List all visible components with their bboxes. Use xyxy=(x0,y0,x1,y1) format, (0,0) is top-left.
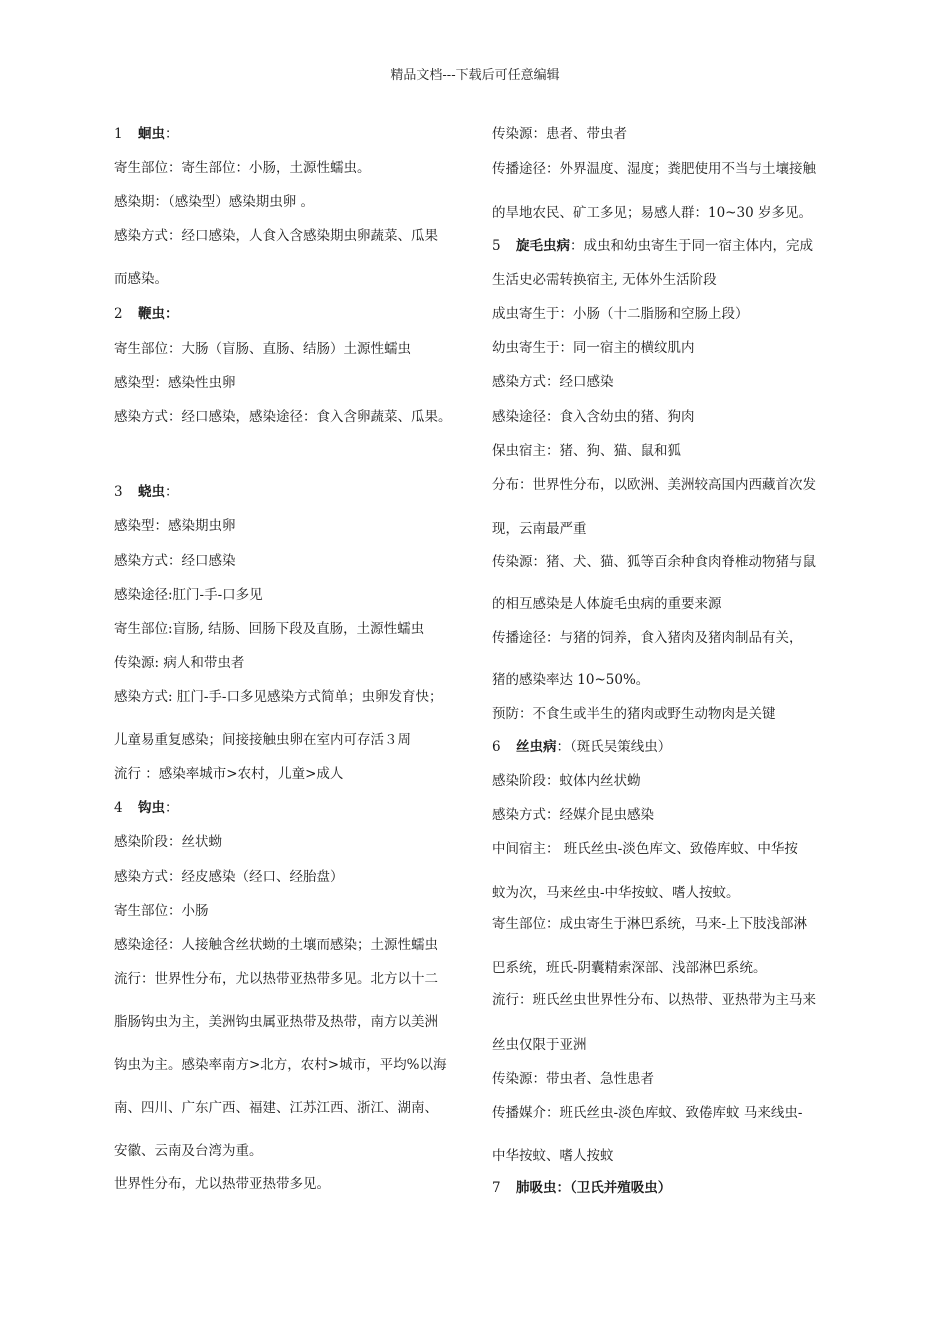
text-line: 感染方式：经口感染 xyxy=(492,374,614,390)
section-title: 肺吸虫：（卫氏并殖吸虫） xyxy=(516,1180,672,1196)
section-title: 蛲虫 xyxy=(138,484,165,500)
text-line: 世界性分布，尤以热带亚热带多见。 xyxy=(114,1176,330,1192)
text-line: 感染方式：经口感染，感染途径：食入含卵蔬菜、瓜果。 xyxy=(114,409,452,425)
text-line: 中华按蚊、嗜人按蚊 xyxy=(492,1148,614,1164)
text-line: 传染源：猪、犬、猫、狐等百余种食肉脊椎动物猪与鼠 xyxy=(492,554,816,570)
text-line: 儿童易重复感染；间接接触虫卵在室内可存活３周 xyxy=(114,732,411,748)
text-line: 传染源：带虫者、急性患者 xyxy=(492,1071,654,1087)
text-line: 流行：班氏丝虫世界性分布、以热带、亚热带为主马来 xyxy=(492,992,816,1008)
section-number: 5 xyxy=(492,238,501,254)
text-line: 脂肠钩虫为主，美洲钩虫属亚热带及热带，南方以美洲 xyxy=(114,1014,438,1030)
text-line: 寄生部位：成虫寄生于淋巴系统，马来-上下肢浅部淋 xyxy=(492,916,808,932)
section-title: 蛔虫 xyxy=(138,126,165,142)
text-line: 中间宿主： 班氏丝虫-淡色库文、致倦库蚊、中华按 xyxy=(492,841,798,857)
text-line: 感染期：（感染型）感染期虫卵 。 xyxy=(114,194,315,210)
text-line: 流行：世界性分布，尤以热带亚热带多见。北方以十二 xyxy=(114,971,438,987)
text-line: 传播途径：外界温度、湿度；粪肥使用不当与土壤接触 xyxy=(492,161,816,177)
section-heading xyxy=(114,304,179,324)
section-title-rest: ： xyxy=(165,126,179,142)
text-line: 蚊为次，马来丝虫-中华按蚊、嗜人按蚊。 xyxy=(492,885,740,901)
text-line: 而感染。 xyxy=(114,271,168,287)
text-line: 传染源: 病人和带虫者 xyxy=(114,655,245,671)
section-number: 2 xyxy=(114,306,123,322)
text-line: 分布：世界性分布，以欧洲、美洲较高国内西藏首次发 xyxy=(492,477,816,493)
section-title: 丝虫病 xyxy=(516,739,557,755)
section-number: 7 xyxy=(492,1180,501,1196)
section-number: 1 xyxy=(114,126,123,142)
text-line: 传染源：患者、带虫者 xyxy=(492,126,627,142)
text-line: 的旱地农民、矿工多见；易感人群：10~30 岁多见。 xyxy=(492,205,812,221)
text-line: 感染方式: 肛门-手-口多见感染方式简单；虫卵发育快； xyxy=(114,689,443,705)
section-heading xyxy=(114,124,179,144)
text-line: 的相互感染是人体旋毛虫病的重要来源 xyxy=(492,596,722,612)
section-title-rest: ： xyxy=(165,800,179,816)
section-title: 鞭虫： xyxy=(138,306,179,322)
text-line: 巴系统，班氏-阴囊精索深部、浅部淋巴系统。 xyxy=(492,960,767,976)
section-heading xyxy=(114,482,179,502)
section-title: 旋毛虫病 xyxy=(516,238,570,254)
text-line: 感染方式：经皮感染（经口、经胎盘） xyxy=(114,869,344,885)
text-line: 感染型：感染期虫卵 xyxy=(114,518,236,534)
text-line: 寄生部位：大肠（盲肠、直肠、结肠）土源性蠕虫 xyxy=(114,341,411,357)
section-heading xyxy=(492,1178,671,1198)
section-title-rest: ：成虫和幼虫寄生于同一宿主体内，完成 xyxy=(570,238,813,254)
text-line: 丝虫仅限于亚洲 xyxy=(492,1037,587,1053)
text-line: 南、四川、广东广西、福建、江苏江西、浙江、湖南、 xyxy=(114,1100,438,1116)
text-line: 感染阶段：丝状蚴 xyxy=(114,834,222,850)
text-line: 寄生部位：小肠 xyxy=(114,903,209,919)
section-title: 钩虫 xyxy=(138,800,165,816)
text-line: 钩虫为主。感染率南方>北方，农村>城市，平均%以海 xyxy=(114,1057,447,1073)
section-heading xyxy=(492,236,813,256)
text-line: 感染途径：食入含幼虫的猪、狗肉 xyxy=(492,409,695,425)
text-line: 传播途径：与猪的饲养，食入猪肉及猪肉制品有关， xyxy=(492,630,803,646)
text-line: 感染途径：人接触含丝状蚴的土壤而感染；土源性蠕虫 xyxy=(114,937,438,953)
text-line: 猪的感染率达 10~50%。 xyxy=(492,672,650,688)
text-line: 寄生部位:盲肠, 结肠、回肠下段及直肠，土源性蠕虫 xyxy=(114,621,425,637)
text-line: 流行 ：感染率城市>农村，儿童>成人 xyxy=(114,766,344,782)
text-line: 保虫宿主：猪、狗、猫、鼠和狐 xyxy=(492,443,681,459)
text-line: 感染阶段：蚊体内丝状蚴 xyxy=(492,773,641,789)
text-line: 感染方式：经口感染，人食入含感染期虫卵蔬菜、瓜果 xyxy=(114,228,438,244)
text-line: 感染方式：经口感染 xyxy=(114,553,236,569)
page-header: 精品文档---下载后可任意编辑 xyxy=(390,68,560,83)
section-title-rest: ： xyxy=(165,484,179,500)
text-line: 感染方式：经媒介昆虫感染 xyxy=(492,807,654,823)
section-number: 3 xyxy=(114,484,123,500)
text-line: 寄生部位：寄生部位：小肠，土源性蠕虫。 xyxy=(114,160,371,176)
text-line: 幼虫寄生于：同一宿主的横纹肌内 xyxy=(492,340,695,356)
section-heading xyxy=(114,798,179,818)
text-line: 感染型：感染性虫卵 xyxy=(114,375,236,391)
section-title-rest: ：（斑氏吴策线虫） xyxy=(556,739,672,755)
text-line: 现，云南最严重 xyxy=(492,521,587,537)
section-number: 4 xyxy=(114,800,123,816)
text-line: 预防：不食生或半生的猪肉或野生动物肉是关键 xyxy=(492,706,776,722)
section-heading xyxy=(492,737,671,757)
text-line: 传播媒介：班氏丝虫-淡色库蚊、致倦库蚊 马来线虫- xyxy=(492,1105,803,1121)
text-line: 感染途径:肛门-手-口多见 xyxy=(114,587,263,603)
text-line: 生活史必需转换宿主, 无体外生活阶段 xyxy=(492,272,717,288)
section-number: 6 xyxy=(492,739,501,755)
text-line: 安徽、云南及台湾为重。 xyxy=(114,1143,263,1159)
text-line: 成虫寄生于：小肠（十二脂肠和空肠上段） xyxy=(492,306,749,322)
